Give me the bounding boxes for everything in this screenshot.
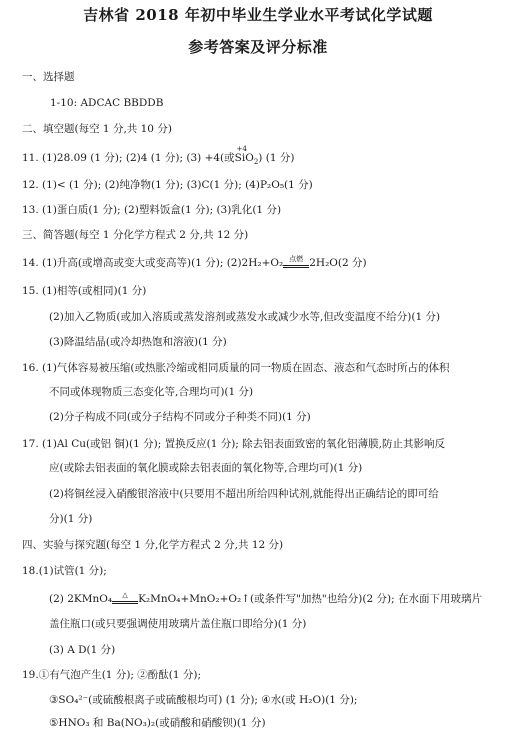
answer-line-15-1: 15. (1)相等(或相同)(1 分) bbox=[22, 285, 147, 297]
page-subtitle: 参考答案及评分标准 bbox=[188, 38, 328, 56]
section-heading-2: 二、填空题(每空 1 分,共 10 分) bbox=[22, 123, 172, 135]
answer-line-16-1: 16. (1)气体容易被压缩(或热胀冷缩或相同质量的同一物质在固态、液态和气态时所占的体积 bbox=[22, 362, 450, 374]
answer-line-18-3: (3) A D(1 分) bbox=[49, 644, 116, 656]
section-heading-4: 四、实验与探究题(每空 1 分,化学方程式 2 分,共 12 分) bbox=[22, 539, 284, 551]
reaction-condition: 点燃 bbox=[283, 256, 309, 270]
answer-line-17-1: 17. (1)Al Cu(或铝 铜)(1 分); 置换反应(1 分); 除去铝表面致密的氧化铝薄膜,防止其影响反 bbox=[22, 438, 446, 450]
section-heading-1: 一、选择题 bbox=[22, 71, 75, 83]
mc-answers: 1-10: ADCAC BBDDB bbox=[50, 97, 164, 109]
answer-line-17-1b: 应(或除去铝表面的氧化膜或除去铝表面的氧化物等,合理均可)(1 分) bbox=[49, 462, 363, 474]
answer-14-product: 2H₂O(2 分) bbox=[309, 257, 367, 269]
answer-line-14 bbox=[22, 256, 367, 270]
answer-line-18-2b: 盖住瓶口(或只要强调使用玻璃片盖住瓶口即给分)(1 分) bbox=[49, 618, 307, 630]
answer-line-16-2: (2)分子构成不同(或分子结构不同或分子种类不同)(1 分) bbox=[49, 411, 311, 423]
answer-line-13: 13. (1)蛋白质(1 分); (2)塑料饭盒(1 分); (3)乳化(1 分) bbox=[22, 204, 282, 216]
equals-sign bbox=[283, 265, 309, 268]
answer-line-16-1b: 不同或体现物质三态变化等,合理均可)(1 分) bbox=[49, 386, 254, 398]
answer-line-15-2: (2)加入乙物质(或加入溶质或蒸发溶剂或蒸发水或减少水等,但改变温度不给分)(1 分) bbox=[49, 311, 441, 323]
answer-11-text: 11. (1)28.09 (1 分); (2)4 (1 分); (3) +4(或 bbox=[22, 152, 235, 164]
equals-sign-2 bbox=[112, 601, 138, 604]
answer-11-score: ) (1 分) bbox=[258, 152, 295, 164]
answer-18-text: (2) 2KMnO₄ bbox=[49, 593, 113, 605]
page-title: 吉林省 2018 年初中毕业生学业水平考试化学试题 bbox=[83, 6, 433, 24]
heating-condition: △ bbox=[112, 592, 138, 606]
answer-line-19-1: 19.①有气泡产生(1 分); ②酚酞(1 分); bbox=[22, 669, 202, 681]
answer-line-18-1: 18.(1)试管(1 分); bbox=[22, 565, 107, 577]
answer-line-11 bbox=[22, 145, 295, 169]
answer-line-15-3: (3)降温结晶(或冷却热饱和溶液)(1 分) bbox=[49, 336, 227, 348]
answer-line-17-2b: 分)(1 分) bbox=[49, 513, 93, 525]
answer-line-18-2 bbox=[49, 592, 482, 606]
answer-11-formula: +4 SiO$_2$ bbox=[234, 145, 259, 167]
answer-line-12: 12. (1)< (1 分); (2)纯净物(1 分); (3)C(1 分); (4)P₂O₅(1 分) bbox=[22, 179, 313, 191]
answer-line-19-2: ③SO₄²⁻(或硫酸根离子或硫酸根均可) (1 分); ④水(或 H₂O)(1 分); bbox=[49, 694, 358, 706]
answer-line-19-3: ⑤HNO₃ 和 Ba(NO₃)₂(或硝酸和硝酸钡)(1 分) bbox=[49, 717, 266, 729]
section-heading-3: 三、简答题(每空 1 分化学方程式 2 分,共 12 分) bbox=[22, 229, 249, 241]
answer-line-17-2: (2)将铜丝浸入硝酸银溶液中(只要用不超出所给四种试剂,就能得出正确结论的即可给 bbox=[49, 488, 439, 500]
answer-14-text: 14. (1)升高(或增高或变大或变高等)(1 分); (2)2H₂+O₂ bbox=[22, 257, 284, 269]
answer-18-product: K₂MnO₄+MnO₂+O₂↑(或条件写"加热"也给分)(2 分); 在水面下用玻璃片 bbox=[138, 593, 482, 605]
